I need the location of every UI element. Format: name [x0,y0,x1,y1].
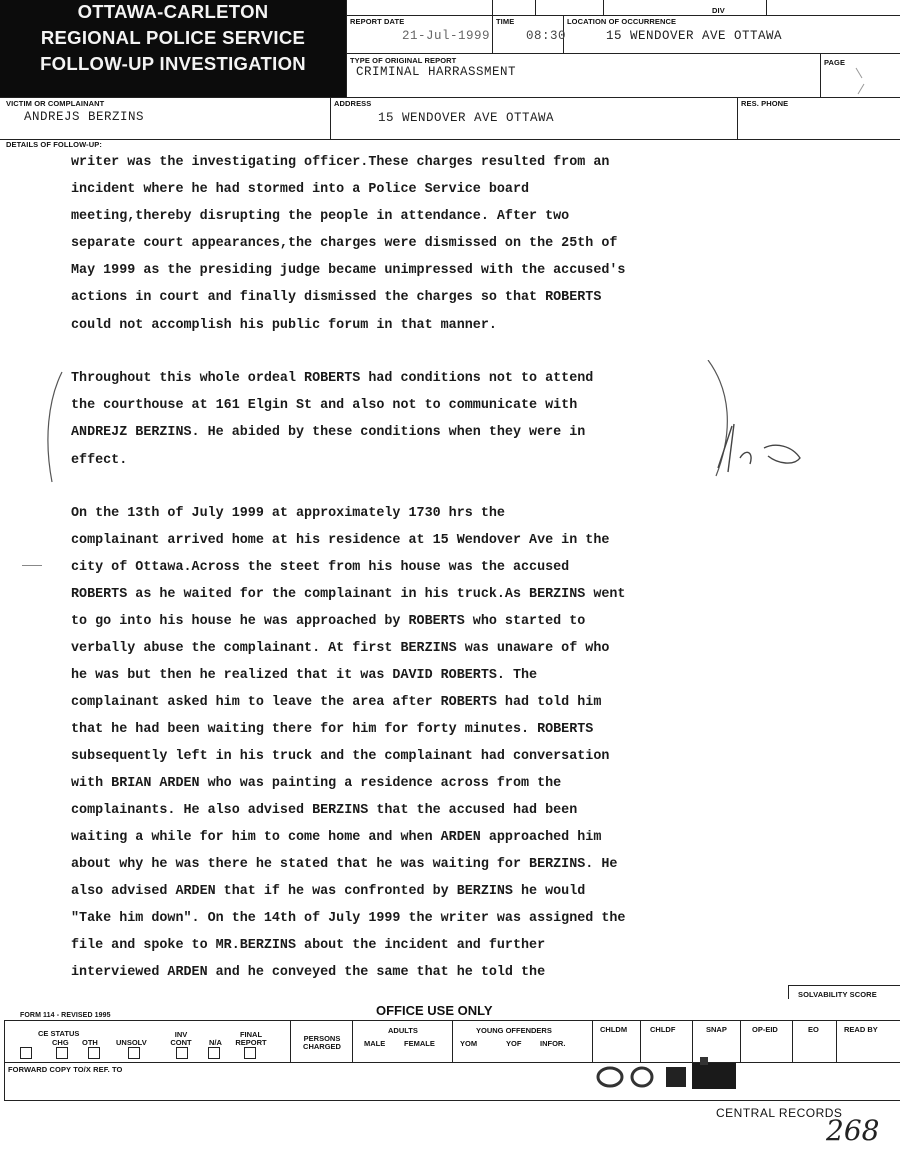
details-line: May 1999 as the presiding judge became unimpressed with the accused's [71,263,626,278]
yom-label: YOM [460,1039,478,1048]
details-line: the courthouse at 161 Elgin St and also not to communicate with [71,398,578,413]
details-line: subsequently left in his truck and the complainant had conversation [71,749,610,764]
header-divider [603,0,604,15]
header-rule [346,15,900,16]
persons-charged-label: PERSONS CHARGED [303,1034,341,1051]
details-line: file and spoke to MR.BERZINS about the incident and further [71,938,546,953]
forward-copy-label: FORWARD COPY TO/X REF. TO [8,1065,123,1074]
details-line: waiting a while for him to come home and when ARDEN approached him [71,830,602,845]
location-label: LOCATION OF OCCURRENCE [567,17,677,26]
header-divider [330,97,331,139]
header-divider [535,0,536,15]
footer-divider [836,1020,837,1062]
office-use-heading: OFFICE USE ONLY [376,1003,493,1018]
chg-label: CHG [52,1038,69,1047]
details-line: complainants. He also advised BERZINS that the accused had been [71,803,578,818]
details-line: complainant arrived home at his residence at 15 Wendover Ave in the [71,533,610,548]
header-divider [766,0,767,15]
details-line: he was but then he realized that it was DAVID ROBERTS. The [71,668,538,683]
victim-label: VICTIM OR COMPLAINANT [6,99,105,108]
unsolv-checkbox[interactable] [128,1047,140,1059]
details-line: could not accomplish his public forum in that manner. [71,318,497,333]
details-line: separate court appearances,the charges were dismissed on the 25th of [71,236,618,251]
details-line: meeting,thereby disrupting the people in attendance. After two [71,209,570,224]
org-name-line-1: OTTAWA-CARLETON [77,1,269,22]
ce-status-checkbox[interactable] [20,1047,32,1059]
female-label: FEMALE [404,1039,435,1048]
header-divider [820,53,821,97]
footer-divider [452,1020,453,1062]
eo-label: EO [808,1025,819,1034]
details-line: Throughout this whole ordeal ROBERTS had conditions not to attend [71,371,594,386]
details-line: that he had been waiting there for him for forty minutes. ROBERTS [71,722,594,737]
young-offenders-label: YOUNG OFFENDERS [476,1026,552,1035]
address-label: ADDRESS [334,99,372,108]
report-date-value: 21-Jul-1999 [402,29,491,43]
footer-rule [4,1100,900,1101]
victim-value: ANDREJS BERZINS [24,110,145,124]
unsolv-label: UNSOLV [116,1038,147,1047]
central-records-stamp: CENTRAL RECORDS [716,1106,843,1120]
solvability-label: SOLVABILITY SCORE [798,990,877,999]
inv-cont-label: INV CONT [170,1030,192,1047]
footer-divider [788,985,789,999]
inv-cont-checkbox[interactable] [176,1047,188,1059]
details-line: writer was the investigating officer.These charges resulted from an [71,155,610,170]
phone-label: RES. PHONE [741,99,789,108]
page-label: PAGE [824,58,846,67]
footer-rule [788,985,900,986]
details-line: "Take him down". On the 14th of July 1999 the writer was assigned the [71,911,626,926]
chldf-label: CHLDF [650,1025,676,1034]
na-checkbox[interactable] [208,1047,220,1059]
page-number: 268 [826,1114,880,1147]
address-value: 15 WENDOVER AVE OTTAWA [378,111,555,125]
adults-label: ADULTS [388,1026,418,1035]
time-value: 08:30 [526,29,567,43]
header-rule [0,139,900,140]
header-divider [737,97,738,139]
details-line: actions in court and finally dismissed the charges so that ROBERTS [71,290,602,305]
op-eid-label: OP-EID [752,1025,778,1034]
time-label: TIME [496,17,515,26]
footer-divider [352,1020,353,1062]
details-line: complainant asked him to leave the area after ROBERTS had told him [71,695,602,710]
final-report-label: FINAL REPORT [235,1030,267,1047]
header-divider [492,0,493,53]
details-line: On the 13th of July 1999 at approximately 1730 hrs the [71,506,505,521]
details-line: about why he was there he stated that he was waiting for BERZINS. He [71,857,618,872]
report-date-label: REPORT DATE [350,17,405,26]
report-type-value: CRIMINAL HARRASSMENT [356,65,517,79]
org-name-line-2: REGIONAL POLICE SERVICE [40,27,306,48]
details-line: city of Ottawa.Across the steet from his house was the accused [71,560,570,575]
read-by-label: READ BY [844,1025,878,1034]
location-value: 15 WENDOVER AVE OTTAWA [606,29,783,43]
yof-label: YOF [506,1039,522,1048]
ce-status-label: CE STATUS [38,1029,80,1038]
details-line: incident where he had stormed into a Police Service board [71,182,530,197]
footer-divider [4,1020,5,1100]
form-number-label: FORM 114 - REVISED 1995 [20,1012,111,1019]
na-label: N/A [209,1038,222,1047]
header-rule [346,53,900,54]
details-line: ROBERTS as he waited for the complainant in his truck.As BERZINS went [71,587,626,602]
div-label: DIV [712,6,725,15]
final-report-checkbox[interactable] [244,1047,256,1059]
details-label: DETAILS OF FOLLOW-UP: [6,140,102,149]
oth-checkbox[interactable] [88,1047,100,1059]
footer-rule [4,1062,900,1063]
footer-divider [792,1020,793,1062]
chg-checkbox[interactable] [56,1047,68,1059]
footer-divider [290,1020,291,1062]
organization-banner [0,0,346,97]
page-mark-icon [850,62,870,96]
chldm-label: CHLDM [600,1025,628,1034]
details-line: with BRIAN ARDEN who was painting a residence across from the [71,776,562,791]
received-stamp-icon [580,1055,750,1095]
header-divider [346,0,347,97]
margin-tick [22,565,42,566]
details-line: to go into his house he was approached by ROBERTS who started to [71,614,586,629]
initials-annotation [704,418,814,478]
report-type-label: TYPE OF ORIGINAL REPORT [350,56,457,65]
details-line: also advised ARDEN that if he was confronted by BERZINS he would [71,884,586,899]
oth-label: OTH [82,1038,98,1047]
details-line: verbally abuse the complainant. At first BERZINS was unaware of who [71,641,610,656]
snap-label: SNAP [706,1025,727,1034]
details-line: effect. [71,453,128,468]
male-label: MALE [364,1039,386,1048]
header-rule [0,97,900,98]
details-line: ANDREJZ BERZINS. He abided by these conditions when they were in [71,425,586,440]
infor-label: INFOR. [540,1039,566,1048]
form-title: FOLLOW-UP INVESTIGATION [40,53,306,74]
details-line: interviewed ARDEN and he conveyed the same that he told the [71,965,546,980]
